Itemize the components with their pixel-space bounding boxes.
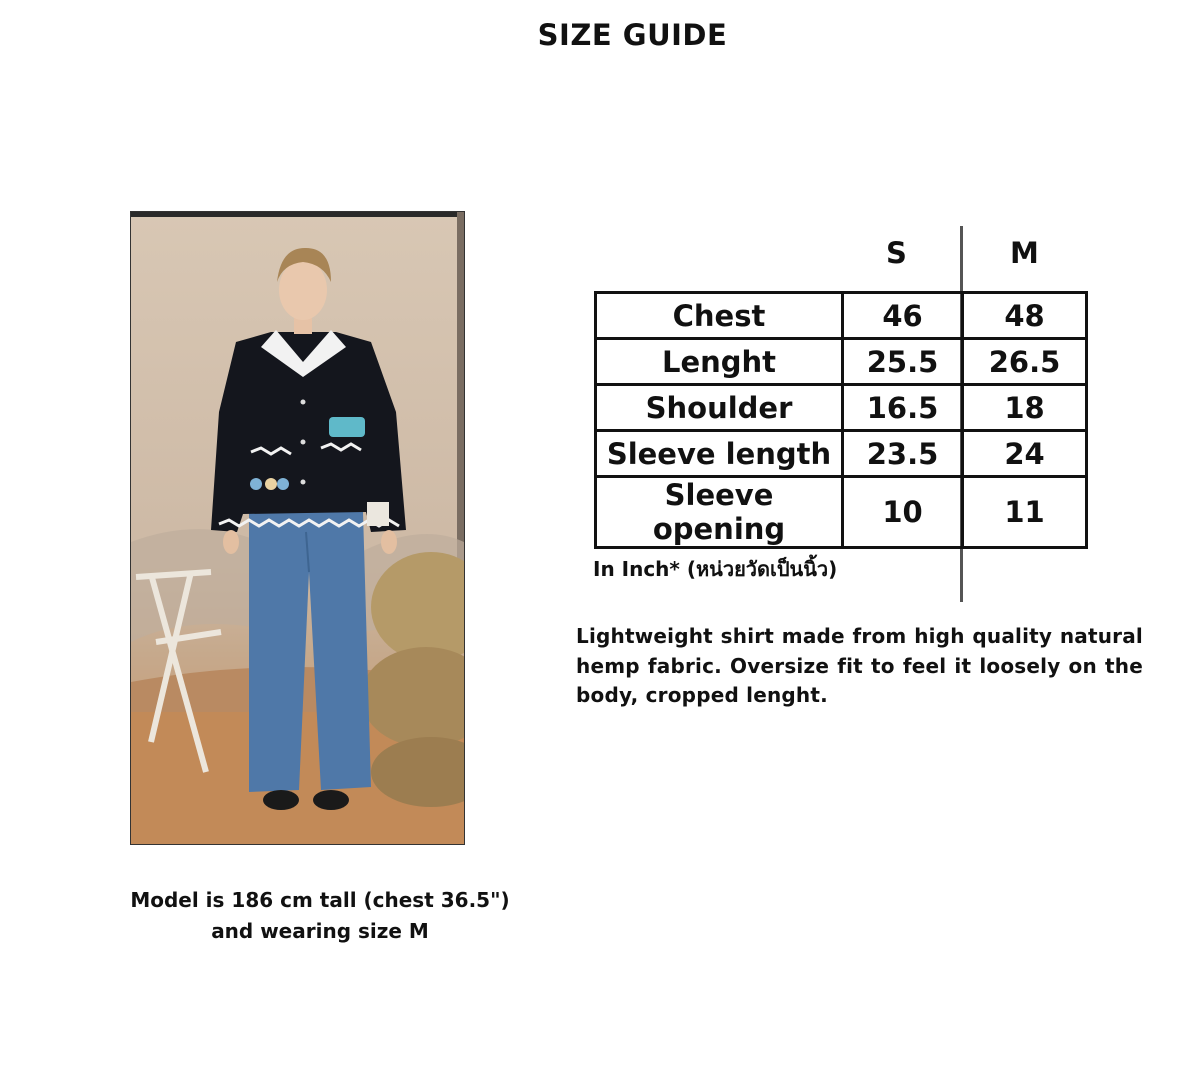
value-s: 10 — [843, 477, 963, 548]
caption-line-2: and wearing size M — [211, 919, 429, 943]
row-label: Chest — [596, 293, 843, 339]
product-description: Lightweight shirt made from high quality natural hemp fabric. Oversize fit to feel it loosely on the body, cropped lenght. — [576, 624, 1143, 707]
page-title: SIZE GUIDE — [537, 18, 728, 52]
row-label: Sleeve opening — [596, 477, 843, 548]
value-s: 16.5 — [843, 385, 963, 431]
model-caption — [110, 885, 530, 947]
size-header-m: M — [1010, 236, 1039, 270]
size-table — [594, 291, 1088, 549]
table-row — [596, 293, 1087, 339]
value-s: 23.5 — [843, 431, 963, 477]
value-m: 48 — [963, 293, 1087, 339]
value-m: 26.5 — [963, 339, 1087, 385]
size-header-s: S — [886, 236, 907, 270]
value-s: 25.5 — [843, 339, 963, 385]
table-row — [596, 431, 1087, 477]
caption-line-1: Model is 186 cm tall (chest 36.5") — [130, 888, 510, 912]
table-row — [596, 385, 1087, 431]
value-m: 18 — [963, 385, 1087, 431]
row-label: Lenght — [596, 339, 843, 385]
table-row — [596, 339, 1087, 385]
value-s: 46 — [843, 293, 963, 339]
model-photo — [130, 211, 465, 845]
table-row — [596, 477, 1087, 548]
unit-note: In Inch* (หน่วยวัดเป็นนิ้ว) — [593, 557, 838, 581]
value-m: 24 — [963, 431, 1087, 477]
value-m: 11 — [963, 477, 1087, 548]
row-label: Shoulder — [596, 385, 843, 431]
row-label: Sleeve length — [596, 431, 843, 477]
